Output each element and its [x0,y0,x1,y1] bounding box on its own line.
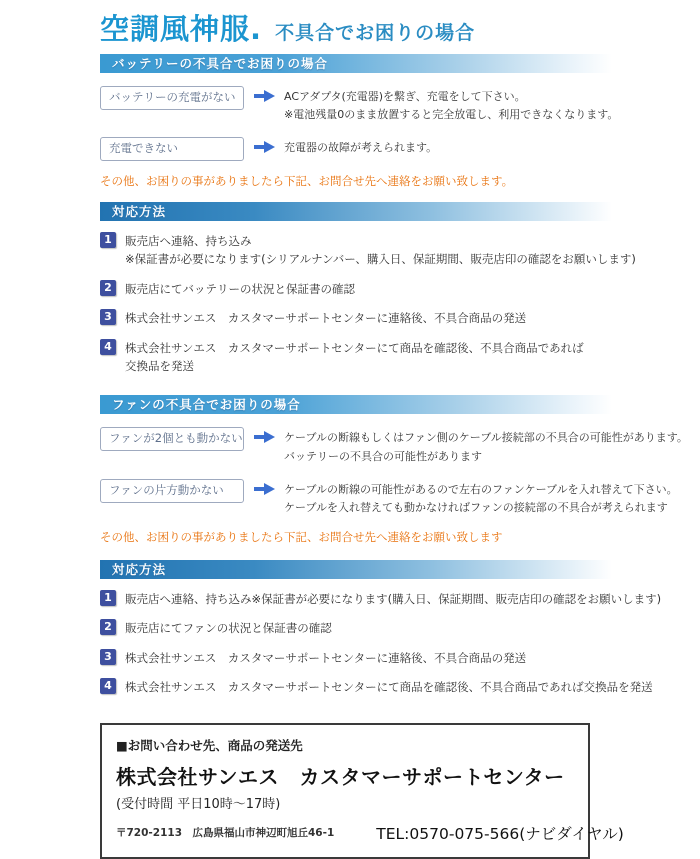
contact-address: 〒720-2113 広島県福山市神辺町旭丘46-1 [116,827,335,840]
step-text [125,309,526,327]
section-header-battery-steps: 対応方法 [100,202,612,221]
trouble-row-fan-both-stopped [100,427,688,465]
step-number-badge: 3 [100,649,116,665]
step-line: 株式会社サンエス カスタマーサポートセンターに連絡後、不具合商品の発送 [125,311,527,326]
step-text [125,339,584,376]
step-number-badge: 1 [100,232,116,248]
content-column [100,0,688,859]
step-row [100,339,612,376]
step-row [100,590,662,608]
right-arrow-icon [254,483,276,495]
contact-heading: ■お問い合わせ先、商品の発送先 [116,737,303,753]
step-number-badge: 4 [100,339,116,355]
section-header-fan-trouble: ファンの不具合でお困りの場合 [100,395,612,414]
step-line: 販売店にてバッテリーの状況と保証書の確認 [125,281,355,296]
contact-note-fan: その他、お困りの事がありましたら下記、お問合せ先へ連絡をお願い致します [100,529,503,544]
symptom-answer [284,86,618,124]
step-text [125,280,355,298]
step-line: 販売店にてファンの状況と保証書の確認 [125,621,332,636]
contact-phone-number: TEL:0570-075-566(ナビダイヤル) [376,824,624,843]
answer-line: 充電器の故障が考えられます。 [284,141,438,155]
answer-line: ケーブルの断線の可能性があるので左右のファンケーブルを入れ替えて下さい。 [284,482,678,496]
step-row [100,309,612,327]
step-number-badge: 2 [100,280,116,296]
answer-line: ※電池残量0のまま放置すると完全放電し、利用できなくなります。 [284,108,619,122]
step-number-badge: 2 [100,619,116,635]
symptom-label: 充電できない [100,137,244,161]
contact-note-battery: その他、お困りの事がありましたら下記、お問合せ先へ連絡をお願い致します。 [100,174,514,189]
step-number-badge: 3 [100,309,116,325]
step-line: 販売店へ連絡、持ち込み※保証書が必要になります(購入日、保証期間、販売店印の確認をお願いします) [125,591,662,606]
step-line: 交換品を発送 [125,359,194,374]
section-header-fan-steps: 対応方法 [100,560,612,579]
trouble-row-fan-one-stopped [100,479,678,517]
page-title [100,0,612,48]
right-arrow-icon [254,431,276,443]
symptom-label: ファンの片方動かない [100,479,244,503]
brand-logo-dot: . [250,12,262,46]
step-line: 株式会社サンエス カスタマーサポートセンターにて商品を確認後、不具合商品であれば [125,340,584,355]
answer-line: ケーブルの断線もしくはファン側のケーブル接続部の不具合の可能性があります。 [284,431,688,445]
answer-line: バッテリーの不具合の可能性があります [284,449,482,463]
trouble-row-battery-cannot-charge [100,137,612,161]
step-row [100,280,612,298]
step-row [100,649,612,667]
step-line: 株式会社サンエス カスタマーサポートセンターにて商品を確認後、不具合商品であれば交換品を発送 [125,680,653,695]
answer-line: ACアダプタ(充電器)を繋ぎ、充電をして下さい。 [284,90,526,103]
symptom-answer [284,427,688,465]
contact-company-name: 株式会社サンエス カスタマーサポートセンター [116,764,565,789]
step-number-badge: 4 [100,678,116,694]
step-line: ※保証書が必要になります(シリアルナンバー、購入日、保証期間、販売店印の確認をお願いします) [125,252,636,267]
step-text [125,232,636,269]
step-text [125,590,661,608]
symptom-label: バッテリーの充電がない [100,86,244,110]
step-line: 販売店へ連絡、持ち込み [125,234,252,249]
right-arrow-icon [254,90,276,102]
symptom-answer [284,479,678,517]
step-line: 株式会社サンエス カスタマーサポートセンターに連絡後、不具合商品の発送 [125,650,527,665]
symptom-label: ファンが2個とも動かない [100,427,244,451]
step-text [125,619,332,637]
step-text [125,649,526,667]
contact-business-hours: (受付時間 平日10時〜17時) [116,796,281,812]
section-header-battery-trouble: バッテリーの不具合でお困りの場合 [100,54,612,73]
contact-bottom-row [116,822,624,844]
brand-logo-text: 空調風神服 [100,12,251,46]
step-row [100,232,636,269]
symptom-answer [284,137,437,157]
step-row [100,678,653,696]
contact-info-box [100,723,624,859]
page-subtitle: 不具合でお困りの場合 [275,22,476,44]
trouble-row-battery-no-charge [100,86,619,124]
right-arrow-icon [254,141,276,153]
step-text [125,678,653,696]
step-row [100,619,612,637]
step-number-badge: 1 [100,590,116,606]
answer-line: ケーブルを入れ替えても動かなければファンの接続部の不具合が考えられます [284,500,668,514]
